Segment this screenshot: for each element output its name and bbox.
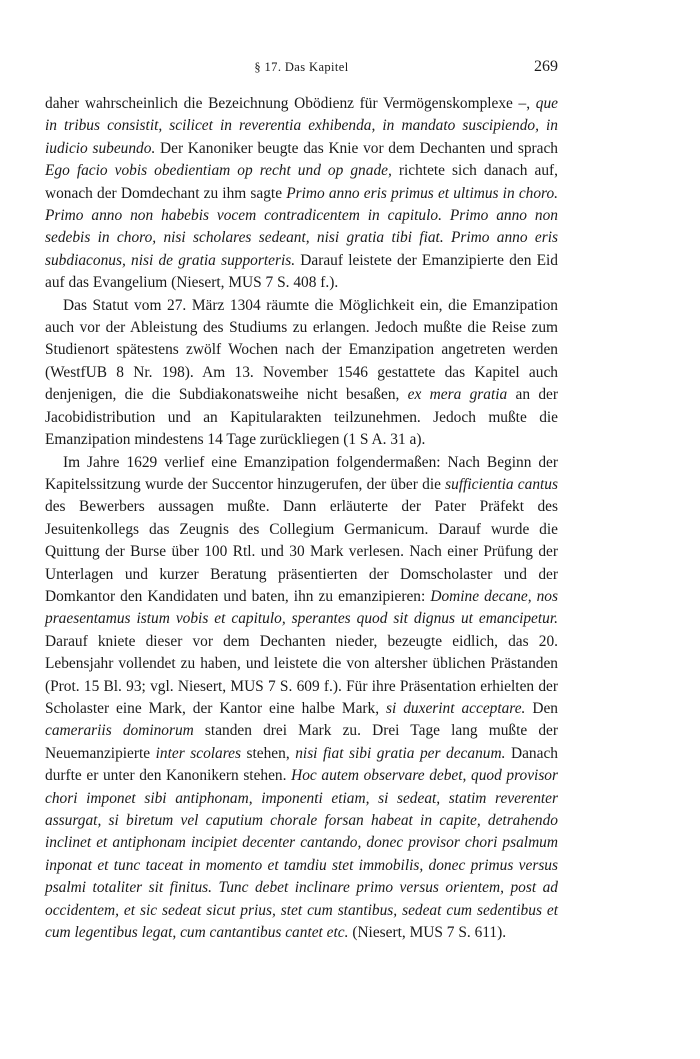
text-run: Im Jahre 1629 verlief eine Emanzipation folgendermaßen: Nach Beginn der Kapitelssitzung wurde der Succentor hinzugerufen, der über die [45, 453, 558, 493]
text-run: an der Jacobidistribution und an Kapitularakten teilzunehmen. Jedoch mußte die Emanzipation mindestens 14 Tage zurückliegen (1 S A. 31 a). [45, 386, 558, 449]
italic-latin-quote: ex mera gratia [407, 386, 508, 404]
text-run: Den [525, 699, 559, 717]
italic-latin-quote: sufficientia cantus [445, 475, 558, 493]
text-run: Darauf leistete der Emanzipierte den Eid auf das Evangelium (Niesert, MUS 7 S. 408 f.). [45, 251, 558, 292]
text-run: daher wahrscheinlich die Bezeichnung Obödienz für Vermögenskomplexe –, [45, 95, 536, 112]
italic-latin-quote: Hoc autem observare debet, quod provisor chori imponet sibi antiphonam, imponenti etiam, si sedeat, statim reverenter assurgat, si biretum vel caputium chorale forsan habeat in capite, detrahendo inclinet et antiphonam incipiet decenter cantando, donec provisor chori psalmum inponat et tunc taceat in momento et tamdiu stet immobilis, donec primus versus psalmi totaliter sit finitus. Tunc debet inclinare primo versus orientem, post ad occidentem, et sic sedeat sicut prius, stet cum stantibus, sedeat cum sedentibus et cum legentibus legat, cum cantantibus cantet etc. [45, 767, 558, 942]
italic-latin-quote: nisi fiat sibi gratia per decanum. [295, 744, 506, 762]
book-page [45, 0, 558, 1059]
paragraph [45, 452, 558, 945]
text-run: Das Statut vom 27. März 1304 räumte die Möglichkeit ein, die Emanzipation auch vor der Ableistung des Studiums zu erlangen. Jedoch mußte die Reise zum Studienort spätestens zwölf Wochen nach der Emanzipation angetreten werden (WestfUB 8 Nr. 198). Am 13. November 1546 gestattete das Kapitel auch denjenigen, die die Subdiakonatsweihe nicht besaßen, [45, 296, 558, 404]
body-text [45, 93, 558, 944]
italic-latin-quote: inter scolares [155, 744, 241, 762]
italic-latin-quote: que in tribus consistit, scilicet in reverentia exhibenda, in mandato suscipiendo, in iudicio subeundo. [45, 95, 558, 157]
text-run: Der Kanoniker beugte das Knie vor dem Dechanten und sprach [155, 139, 558, 157]
paragraph [45, 295, 558, 452]
text-run: Danach durfte er unter den Kanonikern stehen. [45, 744, 558, 785]
text-run: standen drei Mark zu. Drei Tage lang mußte der Neuemanzipierte [45, 722, 558, 762]
italic-latin-quote: Ego facio vobis obedientiam op recht und op gnade, [45, 162, 392, 180]
italic-latin-quote: camerariis dominorum [45, 722, 194, 740]
italic-latin-quote: si duxerint acceptare. [386, 699, 526, 717]
italic-latin-quote: Domine decane, nos praesentamus istum vobis et capitulo, sperantes quod sit dignus ut emancipetur. [45, 587, 558, 628]
italic-latin-quote: Primo anno eris primus et ultimus in choro. Primo anno non habebis vocem contradicentem in capitulo. Primo anno non sedebis in choro, nisi scholares sedeant, nisi gratia tibi fiat. Primo anno eris subdiaconus, nisi de gratia supporteris. [45, 184, 558, 269]
running-head: § 17. Das Kapitel [254, 60, 349, 74]
page-number: 269 [534, 58, 558, 75]
text-run: des Bewerbers aussagen mußte. Dann erläuterte der Pater Präfekt des Jesuitenkollegs das Zeugnis des Collegium Germanicum. Darauf wurde die Quittung der Burse über 100 Rtl. und 30 Mark verlesen. Nach einer Prüfung der Unterlagen und kurzer Beratung präsentierten der Domscholaster und der Domkantor den Kandidaten und baten, ihn zu emanzipieren: [45, 498, 558, 605]
paragraph [45, 93, 558, 295]
text-run: stehen, [240, 744, 296, 762]
page-header [45, 58, 558, 78]
text-run: richtete sich danach auf, wonach der Domdechant zu ihm sagte [45, 162, 558, 202]
text-run: (Niesert, MUS 7 S. 611). [348, 924, 507, 942]
text-run: Darauf kniete dieser vor dem Dechanten nieder, bezeugte eidlich, das 20. Lebensjahr vollendet zu haben, und leistete die von altersher üblichen Prästanden (Prot. 15 Bl. 93; vgl. Niesert, MUS 7 S. 609 f.). Für ihre Präsentation erhielten der Scholaster eine Mark, der Kantor eine halbe Mark, [45, 632, 558, 717]
